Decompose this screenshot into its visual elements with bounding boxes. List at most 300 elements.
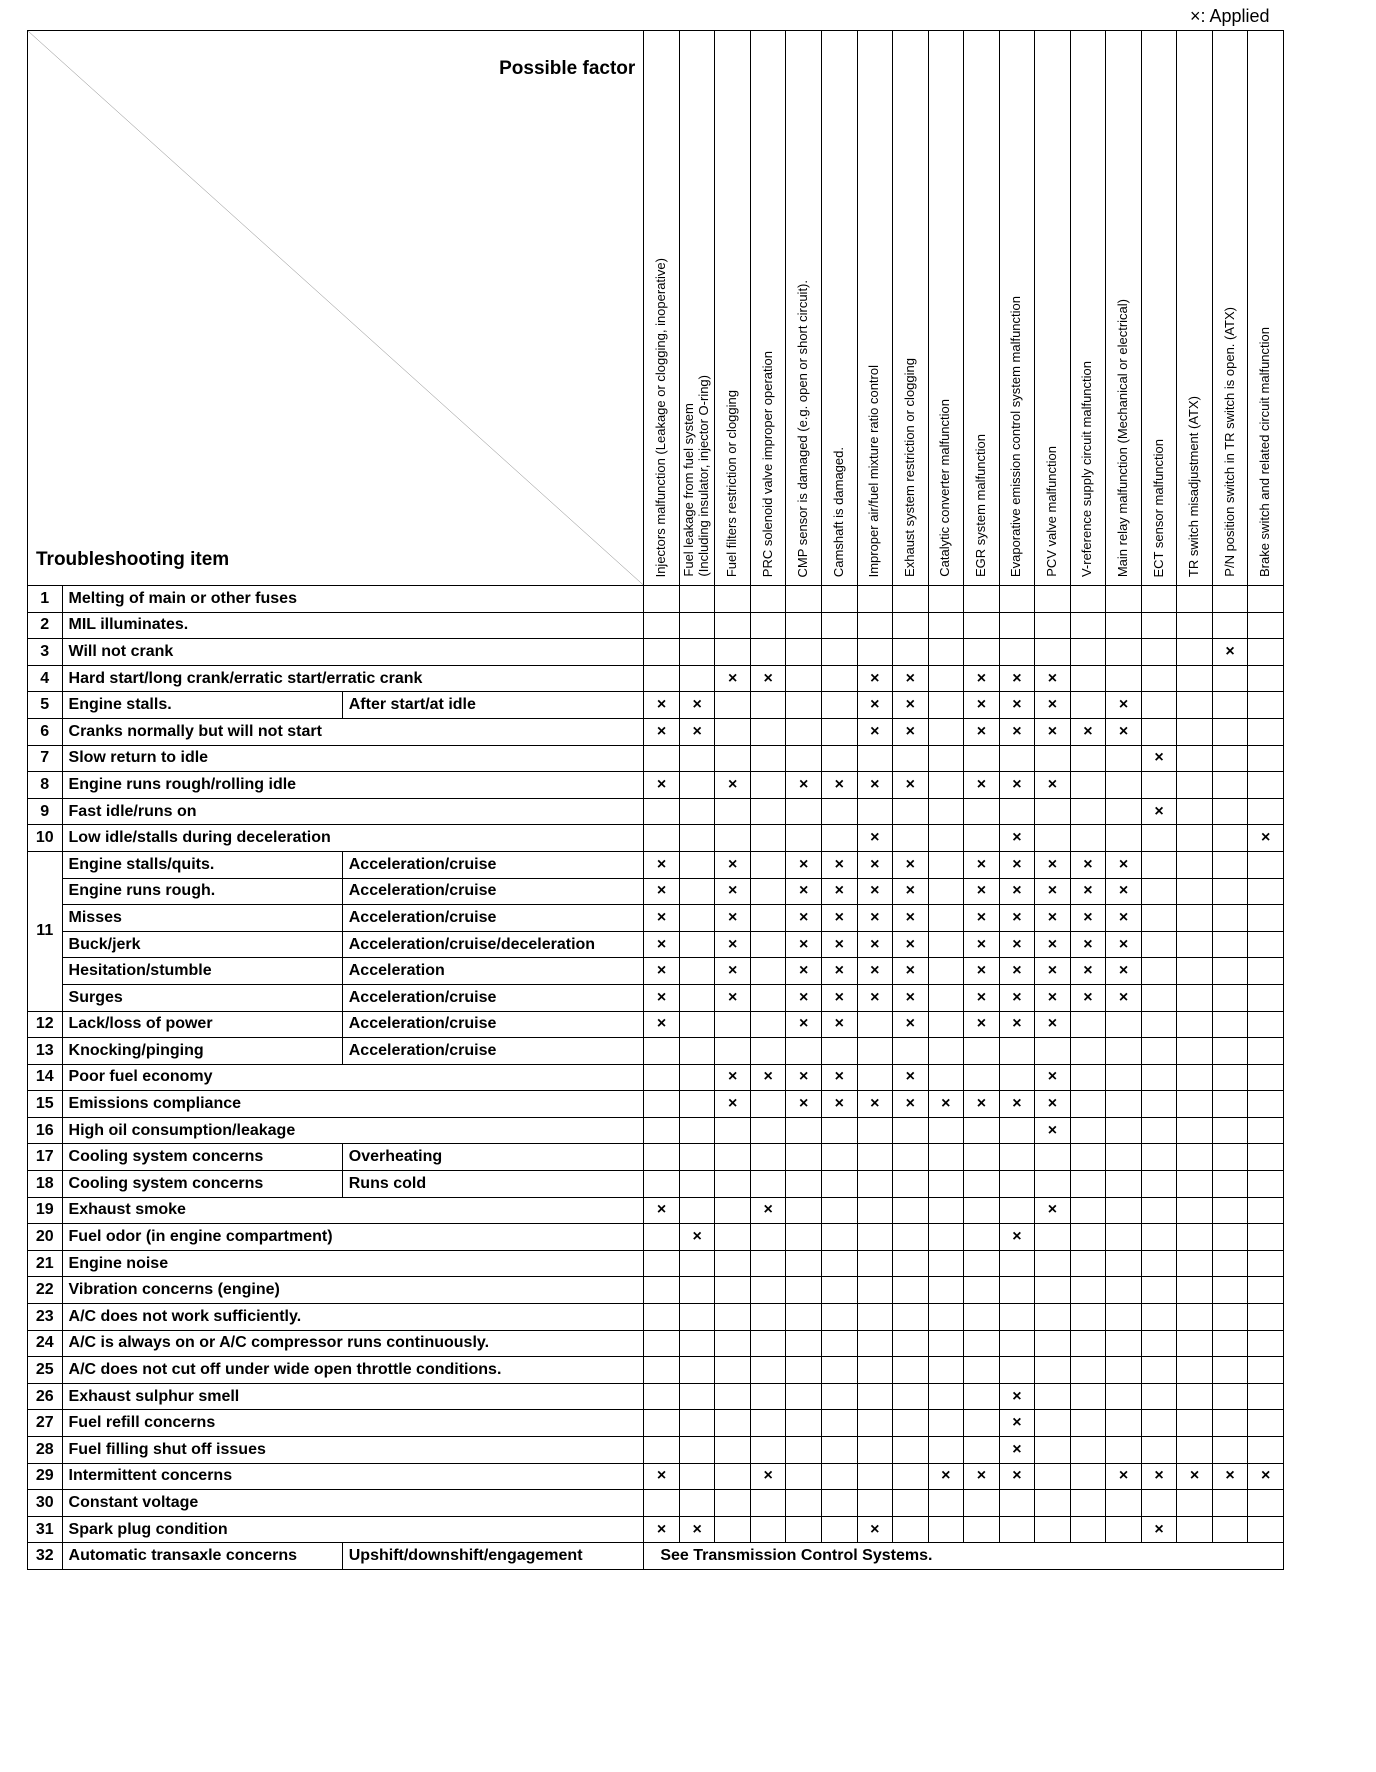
row-number: 10 [28,825,63,852]
empty-cell [928,1117,964,1144]
applied-mark: × [964,878,1000,905]
factor-label: Fuel filters restriction or clogging [724,389,740,577]
empty-cell [821,1304,857,1331]
applied-mark: × [679,1224,715,1251]
empty-cell [679,798,715,825]
applied-mark: × [644,851,680,878]
empty-cell [821,1171,857,1198]
applied-mark: × [964,692,1000,719]
empty-cell [1141,586,1177,613]
empty-cell [1106,1304,1142,1331]
empty-cell [1212,718,1248,745]
empty-cell [750,1277,786,1304]
empty-cell [1141,772,1177,799]
empty-cell [964,1410,1000,1437]
troubleshooting-item: High oil consumption/leakage [62,1117,644,1144]
empty-cell [750,825,786,852]
empty-cell [1106,1224,1142,1251]
empty-cell [679,958,715,985]
empty-cell [964,1117,1000,1144]
empty-cell [1212,1064,1248,1091]
applied-mark: × [644,931,680,958]
empty-cell [821,1224,857,1251]
row-number: 13 [28,1038,63,1065]
empty-cell [857,1197,893,1224]
empty-cell [893,1330,929,1357]
applied-mark: × [679,1516,715,1543]
table-row [28,1117,1284,1144]
empty-cell [1070,692,1106,719]
empty-cell [679,586,715,613]
applied-mark: × [857,958,893,985]
empty-cell [1248,1064,1284,1091]
empty-cell [964,1197,1000,1224]
table-row [28,1410,1284,1437]
applied-mark: × [964,665,1000,692]
empty-cell [893,1038,929,1065]
empty-cell [1106,1330,1142,1357]
empty-cell [715,1117,751,1144]
empty-cell [786,745,822,772]
empty-cell [1035,1383,1071,1410]
table-row [28,772,1284,799]
empty-cell [644,1117,680,1144]
empty-cell [999,1171,1035,1198]
empty-cell [964,1038,1000,1065]
empty-cell [1070,798,1106,825]
empty-cell [999,1064,1035,1091]
empty-cell [1212,1250,1248,1277]
empty-cell [928,984,964,1011]
table-row [28,878,1284,905]
applied-mark: × [786,958,822,985]
row-number: 22 [28,1277,63,1304]
empty-cell [857,798,893,825]
empty-cell [821,1250,857,1277]
row-number: 5 [28,692,63,719]
empty-cell [1248,798,1284,825]
factor-label: Catalytic converter malfunction [937,399,953,577]
empty-cell [1212,798,1248,825]
empty-cell [679,745,715,772]
empty-cell [750,798,786,825]
factor-header [821,31,857,586]
applied-mark: × [857,878,893,905]
empty-cell [1106,1383,1142,1410]
empty-cell [1248,1410,1284,1437]
row-number: 21 [28,1250,63,1277]
empty-cell [928,639,964,666]
empty-cell [786,1516,822,1543]
empty-cell [1177,931,1213,958]
empty-cell [821,1383,857,1410]
empty-cell [893,745,929,772]
troubleshooting-item: Engine runs rough/rolling idle [62,772,644,799]
empty-cell [928,612,964,639]
empty-cell [1035,1277,1071,1304]
applied-mark: × [821,905,857,932]
empty-cell [1035,1250,1071,1277]
empty-cell [715,1250,751,1277]
empty-cell [644,665,680,692]
row-number: 23 [28,1304,63,1331]
troubleshooting-item: Surges [62,984,342,1011]
empty-cell [644,1304,680,1331]
applied-mark: × [964,931,1000,958]
table-row [28,612,1284,639]
empty-cell [893,1171,929,1198]
row-number: 18 [28,1171,63,1198]
empty-cell [1106,745,1142,772]
factor-header [893,31,929,586]
empty-cell [679,1383,715,1410]
empty-cell [750,1410,786,1437]
empty-cell [679,1410,715,1437]
empty-cell [1106,639,1142,666]
empty-cell [786,639,822,666]
table-row [28,958,1284,985]
factor-header [1177,31,1213,586]
empty-cell [1177,984,1213,1011]
empty-cell [821,1117,857,1144]
empty-cell [1177,665,1213,692]
table-row [28,825,1284,852]
applied-mark: × [821,1064,857,1091]
applied-mark: × [1106,958,1142,985]
empty-cell [786,1410,822,1437]
empty-cell [715,1277,751,1304]
empty-cell [1106,1410,1142,1437]
table-row [28,1171,1284,1198]
applied-mark: × [1035,1011,1071,1038]
applied-mark: × [999,958,1035,985]
empty-cell [857,1011,893,1038]
empty-cell [786,825,822,852]
applied-mark: × [857,665,893,692]
empty-cell [1070,1171,1106,1198]
empty-cell [1035,1357,1071,1384]
condition: Acceleration/cruise [342,851,644,878]
empty-cell [1141,1410,1177,1437]
empty-cell [679,1144,715,1171]
empty-cell [715,1410,751,1437]
empty-cell [1212,745,1248,772]
applied-mark: × [999,825,1035,852]
applied-mark: × [999,984,1035,1011]
empty-cell [786,1224,822,1251]
factor-header [750,31,786,586]
factor-header [857,31,893,586]
empty-cell [750,612,786,639]
empty-cell [928,1410,964,1437]
empty-cell [928,745,964,772]
empty-cell [750,1038,786,1065]
empty-cell [1212,1224,1248,1251]
empty-cell [1177,745,1213,772]
empty-cell [1141,1091,1177,1118]
applied-mark: × [999,692,1035,719]
empty-cell [750,1224,786,1251]
empty-cell [928,1038,964,1065]
applied-mark: × [786,878,822,905]
applied-mark: × [644,958,680,985]
empty-cell [928,718,964,745]
empty-cell [786,1463,822,1490]
empty-cell [1141,958,1177,985]
empty-cell [644,1224,680,1251]
applied-mark: × [644,772,680,799]
applied-mark: × [644,878,680,905]
applied-mark: × [715,1064,751,1091]
empty-cell [821,1038,857,1065]
empty-cell [715,1437,751,1464]
empty-cell [679,878,715,905]
row-number: 11 [28,851,63,1011]
empty-cell [1212,984,1248,1011]
condition: Acceleration/cruise/deceleration [342,931,644,958]
empty-cell [857,1144,893,1171]
applied-mark: × [999,1224,1035,1251]
empty-cell [964,1383,1000,1410]
applied-mark: × [644,905,680,932]
empty-cell [1070,1516,1106,1543]
applied-mark: × [1035,1091,1071,1118]
troubleshooting-item: Emissions compliance [62,1091,644,1118]
applied-mark: × [1070,718,1106,745]
applied-mark: × [964,772,1000,799]
empty-cell [1070,1250,1106,1277]
empty-cell [750,1091,786,1118]
empty-cell [1212,612,1248,639]
empty-cell [1070,1330,1106,1357]
empty-cell [1141,1250,1177,1277]
applied-mark: × [857,905,893,932]
applied-mark: × [1035,692,1071,719]
applied-mark: × [786,1064,822,1091]
troubleshooting-item: Fuel refill concerns [62,1410,644,1437]
table-row [28,1091,1284,1118]
applied-mark: × [999,851,1035,878]
factor-label: PRC solenoid valve improper operation [759,350,775,577]
empty-cell [1177,1277,1213,1304]
empty-cell [928,1011,964,1038]
table-row [28,1144,1284,1171]
table-row [28,1224,1284,1251]
empty-cell [928,1357,964,1384]
empty-cell [1070,1117,1106,1144]
empty-cell [1070,1490,1106,1517]
applied-mark: × [1035,984,1071,1011]
table-row [28,745,1284,772]
empty-cell [644,1330,680,1357]
empty-cell [1177,1304,1213,1331]
empty-cell [786,1117,822,1144]
empty-cell [1106,1117,1142,1144]
empty-cell [750,984,786,1011]
empty-cell [821,1144,857,1171]
empty-cell [1248,639,1284,666]
table-row [28,692,1284,719]
empty-cell [750,718,786,745]
empty-cell [679,665,715,692]
empty-cell [1177,612,1213,639]
condition: Overheating [342,1144,644,1171]
applied-mark: × [821,1011,857,1038]
empty-cell [1141,825,1177,852]
empty-cell [1248,878,1284,905]
applied-mark: × [715,851,751,878]
applied-mark: × [1141,1463,1177,1490]
empty-cell [1070,772,1106,799]
empty-cell [1177,718,1213,745]
empty-cell [750,586,786,613]
empty-cell [1177,1091,1213,1118]
empty-cell [1248,692,1284,719]
empty-cell [1177,1383,1213,1410]
applied-mark: × [928,1091,964,1118]
applied-mark: × [857,1516,893,1543]
empty-cell [1248,1250,1284,1277]
troubleshooting-item: Buck/jerk [62,931,342,958]
empty-cell [1248,718,1284,745]
empty-cell [1212,825,1248,852]
table-row [28,718,1284,745]
empty-cell [1141,1490,1177,1517]
empty-cell [715,1171,751,1198]
row-number: 17 [28,1144,63,1171]
empty-cell [893,1304,929,1331]
empty-cell [786,718,822,745]
empty-cell [1141,639,1177,666]
empty-cell [1141,1197,1177,1224]
empty-cell [1035,612,1071,639]
empty-cell [644,1144,680,1171]
applied-mark: × [715,1091,751,1118]
table-row [28,1197,1284,1224]
troubleshooting-item: Low idle/stalls during deceleration [62,825,644,852]
empty-cell [1141,1357,1177,1384]
empty-cell [1106,1490,1142,1517]
empty-cell [964,1277,1000,1304]
empty-cell [1248,851,1284,878]
empty-cell [1248,1038,1284,1065]
empty-cell [928,878,964,905]
empty-cell [750,772,786,799]
empty-cell [893,825,929,852]
factor-header [1035,31,1071,586]
empty-cell [786,1171,822,1198]
applied-mark: × [857,851,893,878]
applied-mark: × [786,984,822,1011]
applied-mark: × [715,878,751,905]
empty-cell [1212,1383,1248,1410]
factor-header [1212,31,1248,586]
empty-cell [679,1091,715,1118]
empty-cell [893,1357,929,1384]
empty-cell [1212,665,1248,692]
empty-cell [821,1490,857,1517]
empty-cell [928,1224,964,1251]
empty-cell [786,1490,822,1517]
empty-cell [750,958,786,985]
troubleshooting-item: Constant voltage [62,1490,644,1517]
applied-mark: × [1106,905,1142,932]
row-number: 8 [28,772,63,799]
empty-cell [644,1250,680,1277]
empty-cell [1141,1038,1177,1065]
empty-cell [857,1038,893,1065]
empty-cell [1212,772,1248,799]
empty-cell [1212,905,1248,932]
empty-cell [1141,1437,1177,1464]
table-row [28,586,1284,613]
empty-cell [750,1250,786,1277]
empty-cell [1212,1490,1248,1517]
empty-cell [928,931,964,958]
empty-cell [1106,1038,1142,1065]
empty-cell [679,931,715,958]
empty-cell [857,1410,893,1437]
applied-mark: × [1070,878,1106,905]
empty-cell [679,825,715,852]
empty-cell [1248,1144,1284,1171]
applied-mark: × [715,772,751,799]
legend: ×: Applied [1190,6,1270,26]
empty-cell [1177,772,1213,799]
applied-mark: × [1035,718,1071,745]
factor-header [1141,31,1177,586]
empty-cell [715,1383,751,1410]
factor-label: Brake switch and related circuit malfunction [1257,326,1273,577]
table-row [28,1064,1284,1091]
empty-cell [857,1224,893,1251]
empty-cell [1035,1224,1071,1251]
row-number: 24 [28,1330,63,1357]
empty-cell [786,692,822,719]
empty-cell [679,1171,715,1198]
empty-cell [1141,878,1177,905]
empty-cell [1212,1117,1248,1144]
troubleshooting-item: Engine stalls. [62,692,342,719]
applied-mark: × [821,772,857,799]
empty-cell [1212,1144,1248,1171]
empty-cell [1212,1011,1248,1038]
empty-cell [857,1357,893,1384]
troubleshooting-item: Hard start/long crank/erratic start/erratic crank [62,665,644,692]
applied-mark: × [1035,772,1071,799]
empty-cell [1070,1277,1106,1304]
empty-cell [821,718,857,745]
applied-mark: × [999,931,1035,958]
factor-label: Fuel leakage from fuel system (Including insulator, injector O-ring) [681,375,712,577]
applied-mark: × [964,958,1000,985]
empty-cell [1106,1277,1142,1304]
diagonal-line [28,31,643,585]
empty-cell [1248,1224,1284,1251]
empty-cell [893,1437,929,1464]
empty-cell [1248,1330,1284,1357]
table-row [28,1543,1284,1570]
empty-cell [1106,1357,1142,1384]
empty-cell [679,1330,715,1357]
empty-cell [893,612,929,639]
table-row [28,905,1284,932]
troubleshooting-item: Lack/loss of power [62,1011,342,1038]
applied-mark: × [1106,984,1142,1011]
troubleshooting-item: Engine noise [62,1250,644,1277]
empty-cell [857,1463,893,1490]
factor-header [999,31,1035,586]
